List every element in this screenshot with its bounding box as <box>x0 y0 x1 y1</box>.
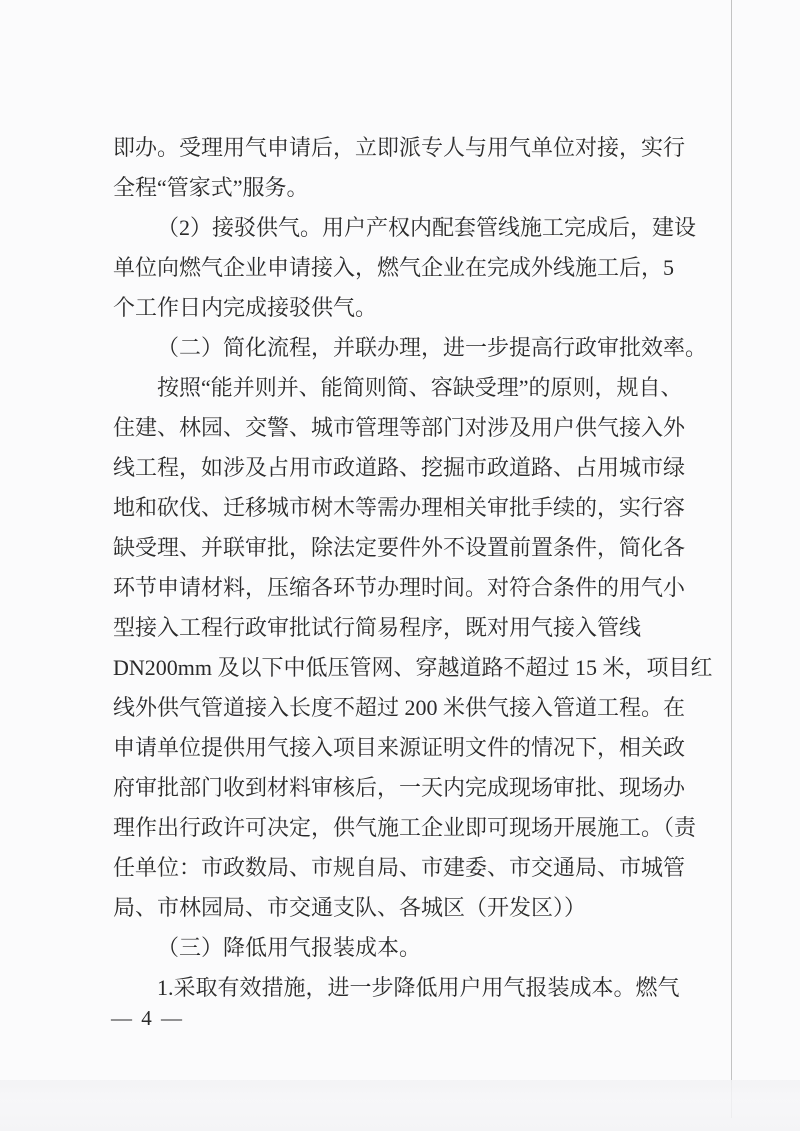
text-line: （三）降低用气报装成本。 <box>157 935 422 960</box>
text-line: 线外供气管道接入长度不超过 200 米供气接入管道工程。在 <box>113 695 686 720</box>
text-line: 理作出行政许可决定，供气施工企业即可现场开展施工。（责 <box>113 815 697 840</box>
text-line: 住建、林园、交警、城市管理等部门对涉及用户供气接入外 <box>113 415 686 440</box>
scan-edge-line <box>731 0 732 1118</box>
text-line: 个工作日内完成接驳供气。 <box>113 295 378 320</box>
document-body <box>113 128 717 1008</box>
text-line: （2）接驳供气。用户产权内配套管线施工完成后，建设 <box>157 215 697 240</box>
text-line: 府审批部门收到材料审核后，一天内完成现场审批、现场办 <box>113 775 686 800</box>
text-line: 线工程，如涉及占用市政道路、挖掘市政道路、占用城市绿 <box>113 455 686 480</box>
scan-bottom-shadow <box>0 1080 800 1131</box>
text-line: 任单位：市政数局、市规自局、市建委、市交通局、市城管 <box>113 855 686 880</box>
text-line: 按照“能并则并、能简则简、容缺受理”的原则，规自、 <box>157 375 683 400</box>
text-line: DN200mm 及以下中低压管网、穿越道路不超过 15 米，项目红 <box>113 655 713 680</box>
text-line: 1.采取有效措施，进一步降低用户用气报装成本。燃气 <box>157 975 680 1000</box>
text-line: 环节申请材料，压缩各环节办理时间。对符合条件的用气小 <box>113 575 686 600</box>
text-line: 申请单位提供用气接入项目来源证明文件的情况下，相关政 <box>113 735 686 760</box>
text-line: 缺受理、并联审批，除法定要件外不设置前置条件，简化各 <box>113 535 686 560</box>
text-line: 地和砍伐、迁移城市树木等需办理相关审批手续的，实行容 <box>113 495 686 520</box>
text-line: 型接入工程行政审批试行简易程序，既对用气接入管线 <box>113 615 642 640</box>
page-number: — 4 — <box>111 1006 184 1030</box>
text-line: 即办。受理用气申请后，立即派专人与用气单位对接，实行 <box>113 135 686 160</box>
text-line: 局、市林园局、市交通支队、各城区（开发区）） <box>113 895 587 920</box>
text-line: （二）简化流程，并联办理，进一步提高行政审批效率。 <box>157 335 708 360</box>
text-line: 全程“管家式”服务。 <box>113 175 309 200</box>
text-line: 单位向燃气企业申请接入，燃气企业在完成外线施工后，5 <box>113 255 675 280</box>
